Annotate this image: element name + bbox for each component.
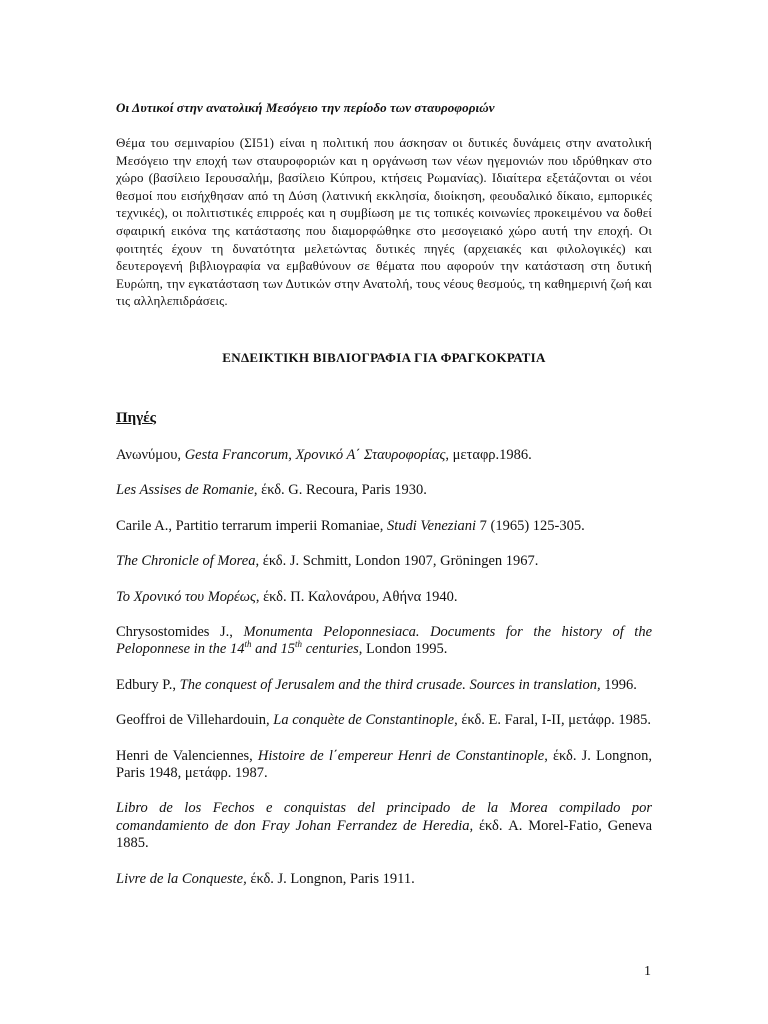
entry-title-part: and 15 [251, 641, 295, 658]
entry-text: Chrysostomides J., [116, 623, 244, 640]
bib-entry [116, 871, 652, 888]
entry-title: Studi Veneziani [387, 517, 477, 534]
entry-title: The conquest of Jerusalem and the third crusade. Sources in translation, [179, 676, 601, 693]
entry-text: , έκδ. E. Faral, I-II, μετάφρ. 1985. [454, 712, 651, 729]
entry-title: La conquète de Constantinople [273, 712, 455, 729]
entry-text: , έκδ. Π. Καλονάρου, Αθήνα 1940. [255, 588, 458, 605]
entry-title-part: centuries [302, 641, 359, 658]
bibliography-list [116, 447, 652, 888]
entry-text: , έκδ. G. Recoura, Paris 1930. [253, 482, 427, 499]
entry-text: έκδ. A. Morel-Fatio, Geneva 1885. [116, 817, 653, 852]
bib-entry [116, 800, 652, 852]
entry-title: Livre de la Conqueste, [116, 870, 247, 887]
bib-entry [116, 447, 652, 464]
entry-text: έκδ. J. Longnon, Paris 1911. [246, 870, 415, 887]
entry-title: Les Assises de Romanie [116, 482, 254, 499]
bib-entry [116, 677, 652, 694]
entry-text: Ανωνύμου, [116, 446, 185, 463]
bibliography-heading: ΕΝΔΕΙΚΤΙΚΗ ΒΙΒΛΙΟΓΡΑΦΙΑ ΓΙΑ ΦΡΑΓΚΟΚΡΑΤΙΑ [222, 349, 546, 365]
entry-text: , μεταφρ.1986. [445, 446, 532, 463]
document-page [116, 100, 652, 906]
superscript: th [244, 639, 252, 650]
entry-text: Henri de Valenciennes, [116, 747, 258, 764]
entry-text: , έκδ. J. Schmitt, London 1907, Gröningen 1967. [255, 553, 539, 570]
entry-text: 7 (1965) 125-305. [476, 517, 585, 534]
bib-entry [116, 553, 652, 570]
entry-title-part: Monumenta Peloponnesiaca. Documents for the history of the Peloponnese in the 14 [116, 623, 653, 658]
bib-entry [116, 518, 652, 535]
bib-entry [116, 482, 652, 499]
superscript: th [294, 639, 302, 650]
bib-entry [116, 748, 652, 783]
entry-title: Gesta Francorum, Χρονικό Α΄ Σταυροφορίας [184, 446, 446, 463]
bib-entry [116, 589, 652, 606]
entry-title: The Chronicle of Morea [116, 553, 256, 570]
entry-text: , London 1995. [358, 641, 448, 658]
entry-title: Libro de los Fechos e conquistas del principado de la Morea compilado por comandamiento de don Fray Johan Ferrandez de Heredia, [116, 800, 652, 834]
bib-entry [116, 712, 652, 729]
page-number: 1 [644, 964, 651, 979]
entry-title: Το Χρονικό του Μορέως [116, 588, 256, 605]
intro-paragraph: Θέμα του σεμιναρίου (ΣΙ51) είναι η πολιτική που άσκησαν οι δυτικές δυνάμεις στην ανατολική Μεσόγειο την εποχή των σταυροφοριών και η οργάνωση των νέων ηγεμονιών που ιδρύθηκαν στο χώρο (βασίλειο Ιερουσαλήμ, βασίλειο Κύπρου, κτήσεις Ρωμανίας). Ιδιαίτερα εξετάζονται οι νέοι θεσμοί που εισήχθησαν από τη Δύση (λατινική εκκλησία, διοίκηση, φεουδαλικό δίκαιο, εμπορικές τεχνικές), οι πολιτιστικές επιρροές και η συμβίωση με τις τοπικές κοινωνίες προκειμένου να δοθεί σφαιρική εικόνα της κατάστασης που διαμορφώθηκε στο μεσογειακό χώρο αυτή την εποχή. Οι φοιτητές έχουν τη δυνατότητα μελετώντας δυτικές πηγές (αρχειακές και φιλολογικές) και δευτερογενή βιβλιογραφία να εμβαθύνουν σε θέματα που αφορούν την κατάσταση στη δυτική Ευρώπη, την εγκατάσταση των Δυτικών στην Ανατολή, τους νέους θεσμούς, τη καθημερινή ζωή και τις αλληλεπιδράσεις. [116, 135, 652, 309]
bib-entry [116, 624, 652, 659]
document-title: Οι Δυτικοί στην ανατολική Μεσόγειο την περίοδο των σταυροφοριών [116, 100, 495, 115]
entry-text: 1996. [600, 676, 637, 693]
entry-text: , έκδ. J. Longnon, Paris 1948, μετάφρ. 1987. [116, 747, 652, 781]
entry-text: Geoffroi de Villehardouin, [116, 712, 274, 729]
entry-text: Edbury P., [116, 676, 180, 693]
sources-heading: Πηγές [116, 409, 156, 426]
entry-title: Histoire de l΄empereur Henri de Constantinople [257, 747, 545, 764]
entry-text: Carile A., Partitio terrarum imperii Romaniae, [116, 517, 387, 534]
